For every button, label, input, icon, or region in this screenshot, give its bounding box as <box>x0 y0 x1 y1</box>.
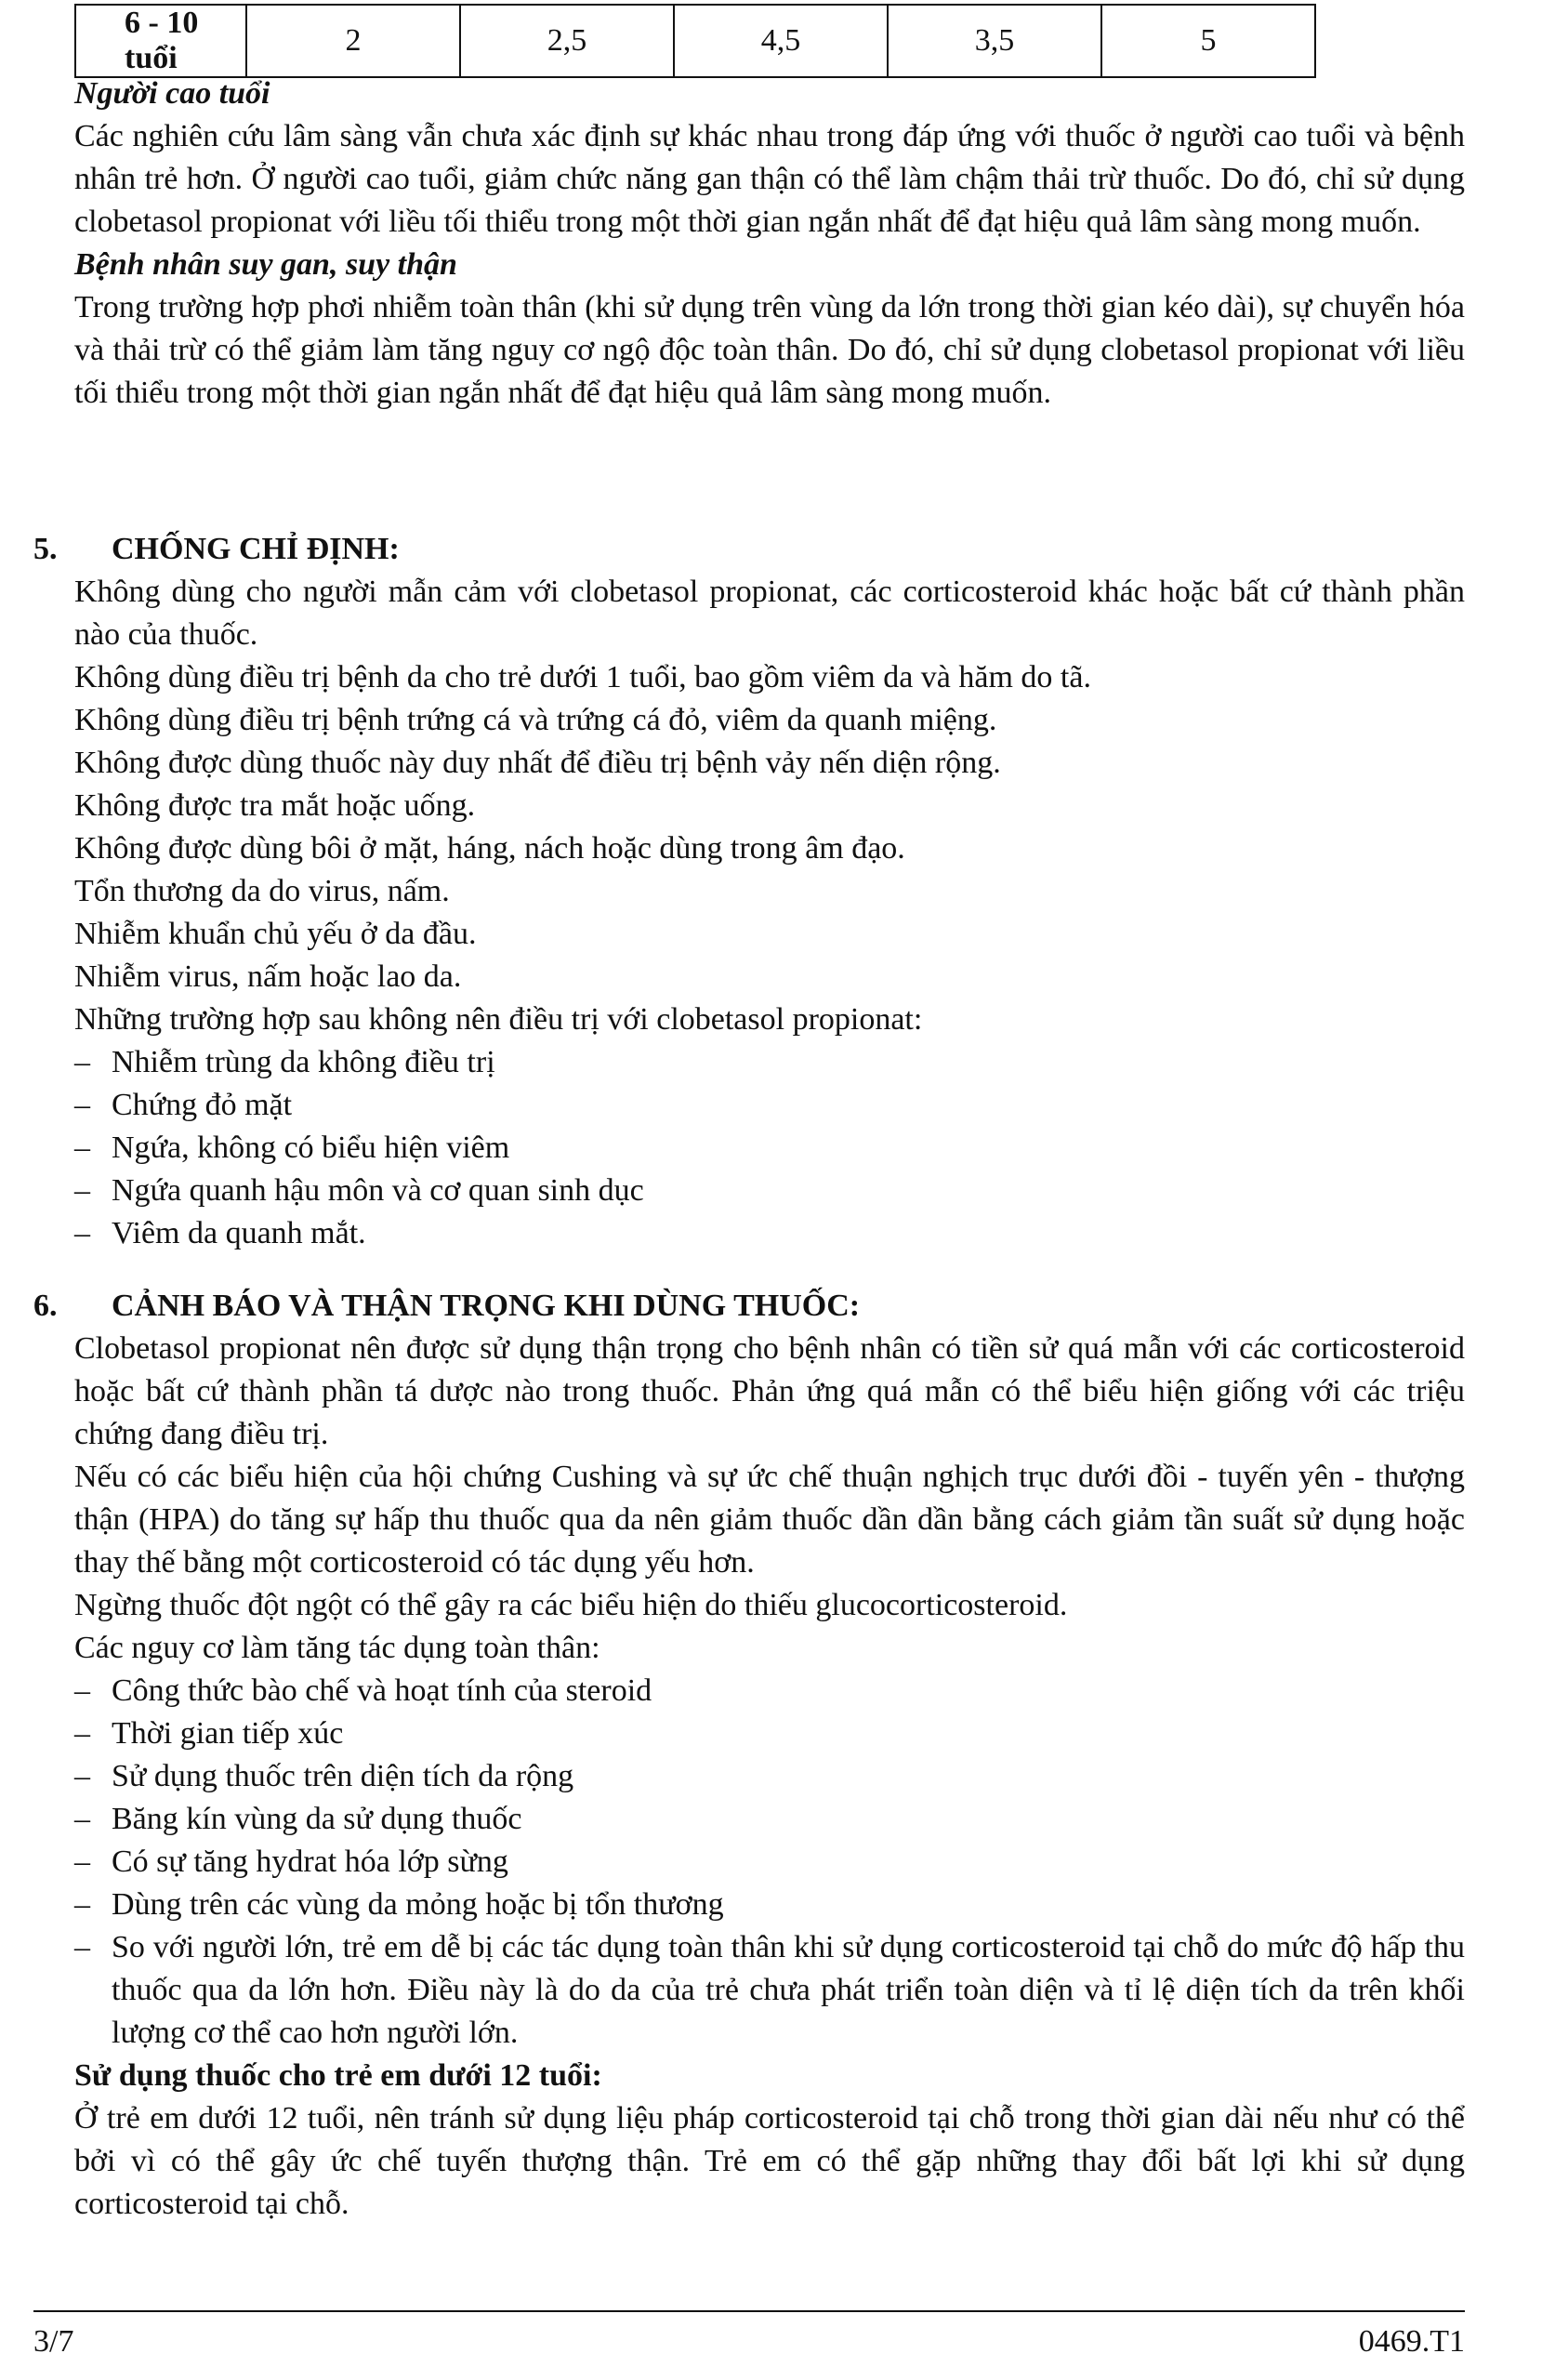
subheading-elderly: Người cao tuổi <box>74 76 270 111</box>
dash-list-item: – Có sự tăng hydrat hóa lớp sừng <box>74 1844 508 1879</box>
list-item: Không dùng điều trị bệnh da cho trẻ dưới 1 tuổi, bao gồm viêm da và hăm do tã. <box>74 660 1091 694</box>
contraindications-list <box>74 571 1465 1255</box>
section-number: 5. <box>33 532 58 566</box>
table-cell: 2,5 <box>460 5 674 77</box>
subheading-renal-hepatic: Bệnh nhân suy gan, suy thận <box>74 247 457 282</box>
table-cell: 3,5 <box>888 5 1101 77</box>
dash-list-item: – Công thức bào chế và hoạt tính của steroid <box>74 1673 652 1708</box>
warnings-section <box>74 1328 1465 2226</box>
dash-list-item: – Ngứa, không có biểu hiện viêm <box>74 1130 510 1165</box>
dash-list-item: – Nhiễm trùng da không điều trị <box>74 1045 495 1079</box>
paragraph: Ở trẻ em dưới 12 tuổi, nên tránh sử dụng liệu pháp corticosteroid tại chỗ trong thời gian dài nếu như có thể bởi vì có thể gây ức chế tuyến thượng thận. Trẻ em có thể gặp những thay đổi bất lợi khi sử dụng corticosteroid tại chỗ. <box>74 2101 1465 2221</box>
dash-list-item: – Dùng trên các vùng da mỏng hoặc bị tổn thương <box>74 1887 724 1922</box>
dash-list-item: – Viêm da quanh mắt. <box>74 1216 366 1250</box>
list-item: Tổn thương da do virus, nấm. <box>74 874 450 908</box>
dash-list-item: – Băng kín vùng da sử dụng thuốc <box>74 1802 522 1836</box>
list-item: Không được tra mắt hoặc uống. <box>74 788 476 823</box>
paragraph: Ngừng thuốc đột ngột có thể gây ra các biểu hiện do thiếu glucocorticosteroid. <box>74 1588 1068 1622</box>
paragraph: Nếu có các biểu hiện của hội chứng Cushing và sự ức chế thuận nghịch trục dưới đồi - tuyến yên - thượng thận (HPA) do tăng sự hấp thu thuốc qua da nên giảm thuốc dần dần bằng cách giảm tần suất sử dụng hoặc thay thế bằng một corticosteroid có tác dụng yếu hơn. <box>74 1460 1465 1580</box>
page-number: 3/7 <box>33 2324 74 2359</box>
paragraph: Trong trường hợp phơi nhiễm toàn thân (khi sử dụng trên vùng da lớn trong thời gian kéo dài), sự chuyển hóa và thải trừ có thể giảm làm tăng nguy cơ ngộ độc toàn thân. Do đó, chỉ sử dụng clobetasol propionat với liều tối thiểu trong một thời gian ngắn nhất để đạt hiệu quả lâm sàng mong muốn. <box>74 290 1465 410</box>
table-cell: 5 <box>1101 5 1315 77</box>
section-6-heading <box>33 1285 1465 1328</box>
list-item: Không dùng cho người mẫn cảm với clobetasol propionat, các corticosteroid khác hoặc bất cứ thành phần nào của thuốc. <box>74 575 1465 652</box>
list-item: Không được dùng thuốc này duy nhất để điều trị bệnh vảy nến diện rộng. <box>74 746 1001 780</box>
dash-list-item: – Chứng đỏ mặt <box>74 1088 293 1122</box>
table-row <box>75 5 1315 77</box>
section-title: CHỐNG CHỈ ĐỊNH: <box>112 532 400 566</box>
dash-list-item: – Ngứa quanh hậu môn và cơ quan sinh dục <box>74 1173 644 1208</box>
section-5-heading <box>33 528 1465 571</box>
age-group-cell: 6 - 10 tuổi <box>75 5 246 77</box>
list-item: Nhiễm khuẩn chủ yếu ở da đầu. <box>74 917 477 951</box>
section-number: 6. <box>33 1289 58 1323</box>
list-item: Không được dùng bôi ở mặt, háng, nách hoặc dùng trong âm đạo. <box>74 831 905 866</box>
section-title: CẢNH BÁO VÀ THẬN TRỌNG KHI DÙNG THUỐC: <box>112 1289 861 1323</box>
dosage-table <box>74 4 1316 78</box>
table-cell: 2 <box>246 5 460 77</box>
dash-list-item: – Thời gian tiếp xúc <box>74 1716 344 1751</box>
paragraph: Clobetasol propionat nên được sử dụng thận trọng cho bệnh nhân có tiền sử quá mẫn với các corticosteroid hoặc bất cứ thành phần tá dược nào trong thuốc. Phản ứng quá mẫn có thể biểu hiện giống với các triệu chứng đang điều trị. <box>74 1331 1465 1451</box>
table-cell: 4,5 <box>674 5 888 77</box>
footer-divider <box>33 2310 1465 2312</box>
paragraph: Các nghiên cứu lâm sàng vẫn chưa xác định sự khác nhau trong đáp ứng với thuốc ở người cao tuổi và bệnh nhân trẻ hơn. Ở người cao tuổi, giảm chức năng gan thận có thể làm chậm thải trừ thuốc. Do đó, chỉ sử dụng clobetasol propionat với liều tối thiểu trong một thời gian ngắn nhất để đạt hiệu quả lâm sàng mong muốn. <box>74 119 1465 239</box>
dash-list-item: – So với người lớn, trẻ em dễ bị các tác dụng toàn thân khi sử dụng corticosteroid tại chỗ do mức độ hấp thu thuốc qua da lớn hơn. Điều này là do da của trẻ chưa phát triển toàn diện và tỉ lệ diện tích da trên khối lượng cơ thể cao hơn người lớn. <box>74 1930 1465 2050</box>
list-item: Nhiễm virus, nấm hoặc lao da. <box>74 959 462 994</box>
dash-list-item: – Sử dụng thuốc trên diện tích da rộng <box>74 1759 574 1793</box>
list-item: Không dùng điều trị bệnh trứng cá và trứng cá đỏ, viêm da quanh miệng. <box>74 703 997 737</box>
elderly-section <box>74 73 1465 415</box>
document-code: 0469.T1 <box>1358 2324 1465 2359</box>
paragraph: Các nguy cơ làm tăng tác dụng toàn thân: <box>74 1631 600 1665</box>
subheading-children: Sử dụng thuốc cho trẻ em dưới 12 tuổi: <box>74 2058 602 2093</box>
list-item: Những trường hợp sau không nên điều trị với clobetasol propionat: <box>74 1002 923 1037</box>
